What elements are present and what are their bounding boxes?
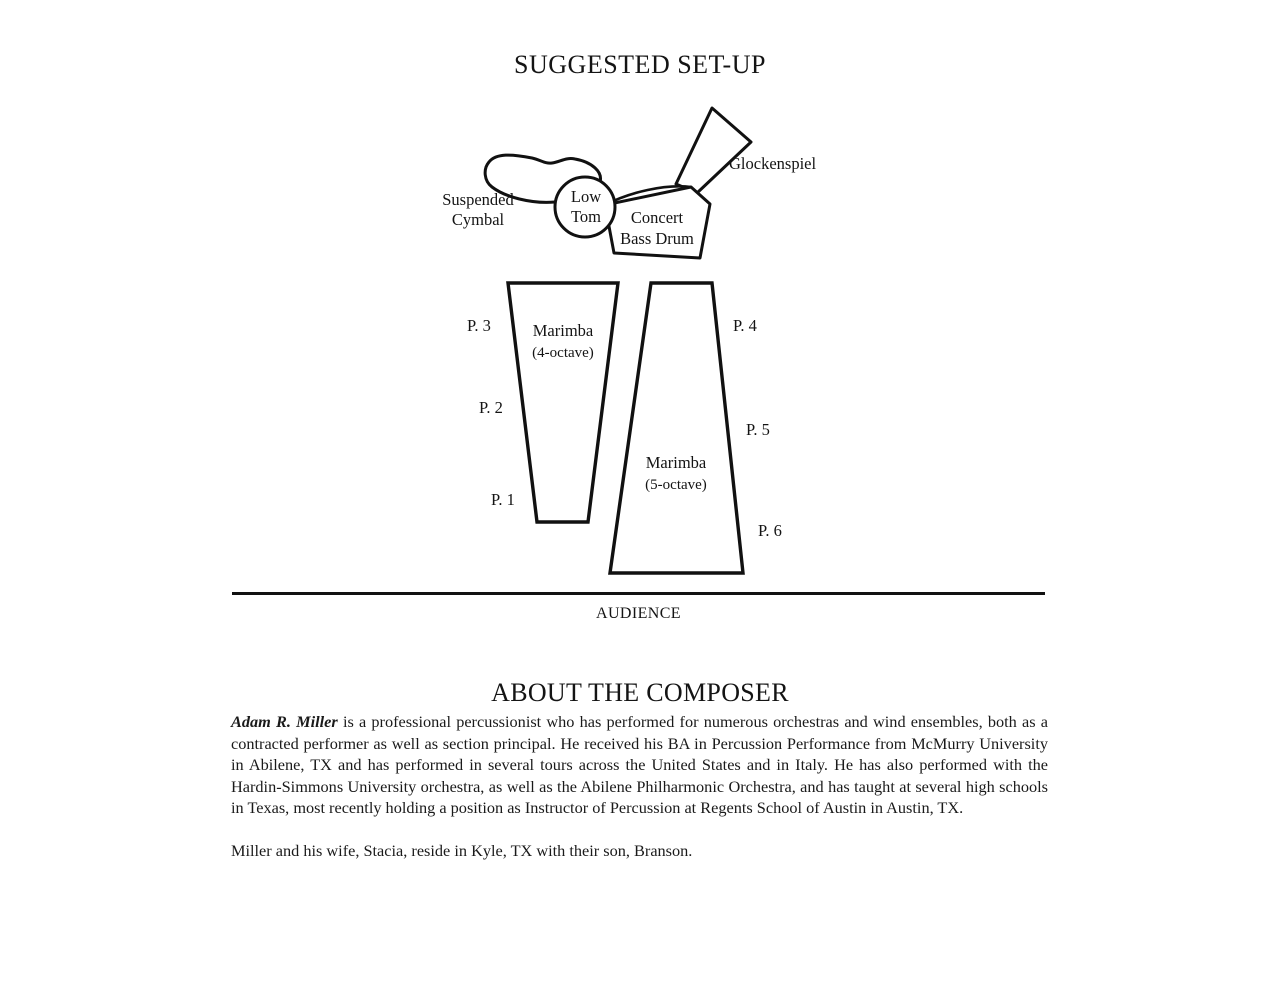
suspended-cymbal-label-line1: Suspended [442,190,514,209]
composer-name: Adam R. Miller [231,712,338,731]
player-position-2: P. 2 [479,398,503,417]
marimba-5-octave-detail: (5-octave) [645,477,707,493]
concert-bass-drum-label-line2: Bass Drum [620,229,694,248]
audience-divider [232,592,1045,595]
page-title: SUGGESTED SET-UP [514,50,766,79]
concert-bass-drum-label-line1: Concert [630,208,684,227]
low-tom-label-line2: Tom [570,207,602,226]
marimba-5-octave-label: Marimba [645,453,707,472]
player-position-6: P. 6 [758,521,782,540]
audience-label: AUDIENCE [596,605,681,622]
composer-biography [231,711,1048,862]
glockenspiel-label: Glockenspiel [729,154,817,173]
marimba-5-octave-shape [610,283,743,573]
composer-paragraph-1-text: is a professional percussionist who has performed for numerous orchestras and wind ensembles, both as a contracted performer as well as section principal. He received his BA in Percussion Performance from McMurry University in Abilene, TX and has performed in several tours across the United States and in Italy. He has also performed with the Hardin-Simmons University orchestra, as well as the Abilene Philharmonic Orchestra, and has taught at several high schools in Texas, most recently holding a position as Instructor of Percussion at Regents School of Austin in Austin, TX. [231,712,1048,818]
marimba-4-octave-detail: (4-octave) [532,345,594,361]
composer-paragraph-2: Miller and his wife, Stacia, reside in Kyle, TX with their son, Branson. [231,841,693,861]
player-position-3: P. 3 [467,316,491,335]
glockenspiel-shape [676,108,751,193]
stage-setup-diagram [0,92,1280,602]
player-position-4: P. 4 [733,316,757,335]
player-position-1: P. 1 [491,490,515,509]
marimba-4-octave-label: Marimba [532,321,594,340]
about-the-composer-heading: ABOUT THE COMPOSER [491,678,789,707]
composer-paragraph-1 [231,711,1048,819]
suspended-cymbal-label-line2: Cymbal [451,210,505,229]
player-position-5: P. 5 [746,420,770,439]
marimba-4-octave-shape [508,283,618,522]
low-tom-label-line1: Low [570,187,602,206]
